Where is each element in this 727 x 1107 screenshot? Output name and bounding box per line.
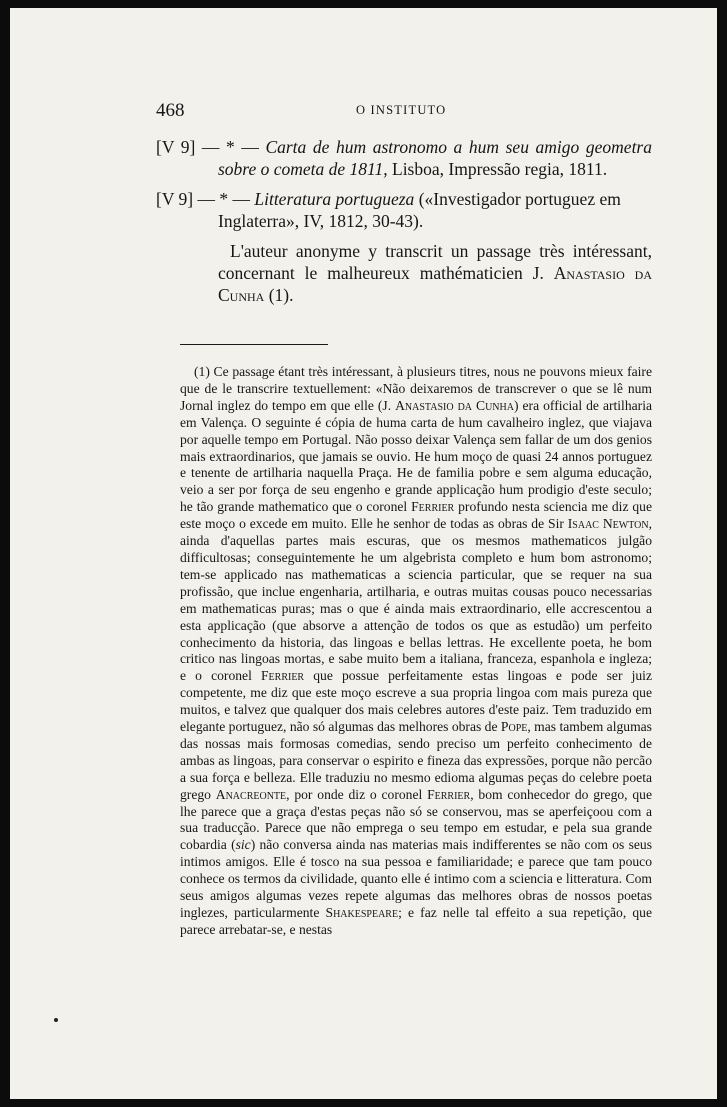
footnote-text: (1) Ce passage étant très intéressant, à plusieurs titres, nous ne pouvons mieux faire que de le transcrire textuellement: «Não deixaremos de transcrever o que se lê num Jornal inglez do tempo em que elle (J. bbox=[180, 364, 652, 413]
footnote-text: ) não conversa ainda nas materias mais indifferentes se não com os seus intimos amigos. Elle é tosco na sua pessoa e familiaridade; e parece que tam pouco conhece os termos da civilidade, quanto elle é intimo com a sciencia e litteratura. Com seus amigos algumas vezes repete algumas das melhores obras de nossos poetas inglezes, particularmente bbox=[180, 837, 652, 920]
footnote-text: que possue perfeitamente estas lingoas e pode ser juiz competente, me diz que este moço escreve a sua propria lingoa com mais pureza que muitos, e talvez que qualquer dos mais celebres autores d'este paiz. Tem traduzido em elegante portuguez, não só algumas das melhores obras de bbox=[180, 668, 652, 735]
running-head bbox=[156, 100, 636, 120]
entry-note bbox=[156, 240, 652, 306]
footnote-divider bbox=[180, 344, 328, 345]
journal-title: O INSTITUTO bbox=[356, 103, 447, 117]
footnote-text: ; e faz nelle tal effeito a sua repetição, que parece arrebatar-se, e nestas bbox=[180, 905, 652, 937]
footnote-text: , mas tambem algumas das nossas mais formosas comedias, sendo preciso um perfeito conhecimento de ambas as lingoas, para conservar o espirito e fineza das expressões, porque não percão a sua força e belleza. Elle traduziu no mesmo edioma algumas peças do celebre poeta grego bbox=[180, 719, 652, 802]
footnote-text: profundo nesta sciencia me diz que este moço o excede em muito. Elle he senhor de todas as obras de Sir bbox=[180, 499, 653, 532]
person-name: Ferrier bbox=[260, 668, 305, 684]
footnote bbox=[180, 364, 652, 939]
person-name: Ferrier bbox=[427, 786, 471, 802]
footnote-text: ) era official de artilharia em Valença. O seguinte é cópia de huma carta de hum cavalheiro inglez, que viajava por aquelle tempo em Portugal. Não posso deixar Valença sem fallar de um dos genios mais extraordinarios, que jamais se ouvio. He hum moço de quasi 24 annos portuguez e tenente de artilharia naquella Praça. He de familia pobre e sem alguma educação, veio a ser por força de seu engenho e grande applicação hum prodigio d'este seculo; he tão grande mathematico que o coronel bbox=[180, 397, 653, 515]
entry-imprint: Lisboa, Impressão regia, 1811. bbox=[392, 159, 608, 179]
entry-source: («Investigador portuguez em Inglaterra», IV, 1812, 30-43). bbox=[218, 189, 621, 231]
bibliography-entry-1 bbox=[156, 136, 652, 180]
person-name: Anastasio da Cunha bbox=[395, 397, 514, 413]
footnote-paragraph bbox=[180, 364, 652, 939]
entry-note-text: L'auteur anonyme y transcrit un passage très intéressant, concernant le malheureux mathématicien J. bbox=[218, 241, 652, 283]
person-name: Ferrier bbox=[411, 499, 455, 515]
bibliography-entries bbox=[156, 136, 652, 306]
entry-title: Litteratura portugueza bbox=[254, 189, 415, 209]
person-name: Isaac Newton bbox=[567, 516, 649, 532]
entry-code: [V 9] — * — bbox=[156, 189, 250, 209]
footnote-text: , bom conhecedor do grego, que lhe parece que a graça d'estas peças não só se conservou, mas se aperfeiçoou com a sua traducção. Parece que não emprega o seu tempo em estudar, e pela sua grande cobardia ( bbox=[180, 786, 653, 853]
bibliography-entry-2 bbox=[156, 188, 652, 232]
margin-mark bbox=[54, 1018, 58, 1022]
person-name: Pope bbox=[500, 719, 528, 735]
sic-annotation: sic bbox=[235, 837, 251, 853]
entry-title: Carta de hum astronomo a hum seu amigo geometra sobre o cometa de 1811, bbox=[218, 137, 652, 179]
page-number: 468 bbox=[156, 100, 185, 121]
footnote-reference: (1). bbox=[268, 285, 294, 305]
document-page bbox=[10, 8, 717, 1099]
person-name: Shakespeare bbox=[325, 905, 399, 920]
footnote-text: , por onde diz o coronel bbox=[286, 786, 428, 802]
person-name: Anastasio da Cunha bbox=[218, 263, 653, 305]
entry-code: [V 9] — * — bbox=[156, 137, 259, 157]
person-name: Anacreonte bbox=[215, 786, 287, 802]
footnote-text: , ainda d'aquellas partes mais escuras, que os mesmos mathematicos julgão difficultosas; conseguintemente he um algebrista completo e hum bom astronomo; tem-se applicado nas mathematicas a sciencia particular, que se requer na sua profissão, que inclue engenharia, artilharia, e outras muitas cousas pouco necessarias em mathematicas puras; mas o que é ainda mais extraordinario, elle accrescentou a esta applicação (que absorve a attenção de todos os que as estudão) um perfeito conhecimento da historia, das lingoas e bellas lettras. He excellente poeta, he bom critico nas lingoas mortas, e sabe muito bem a italiana, franceza, espanhola e ingleza; e o coronel bbox=[180, 516, 652, 684]
